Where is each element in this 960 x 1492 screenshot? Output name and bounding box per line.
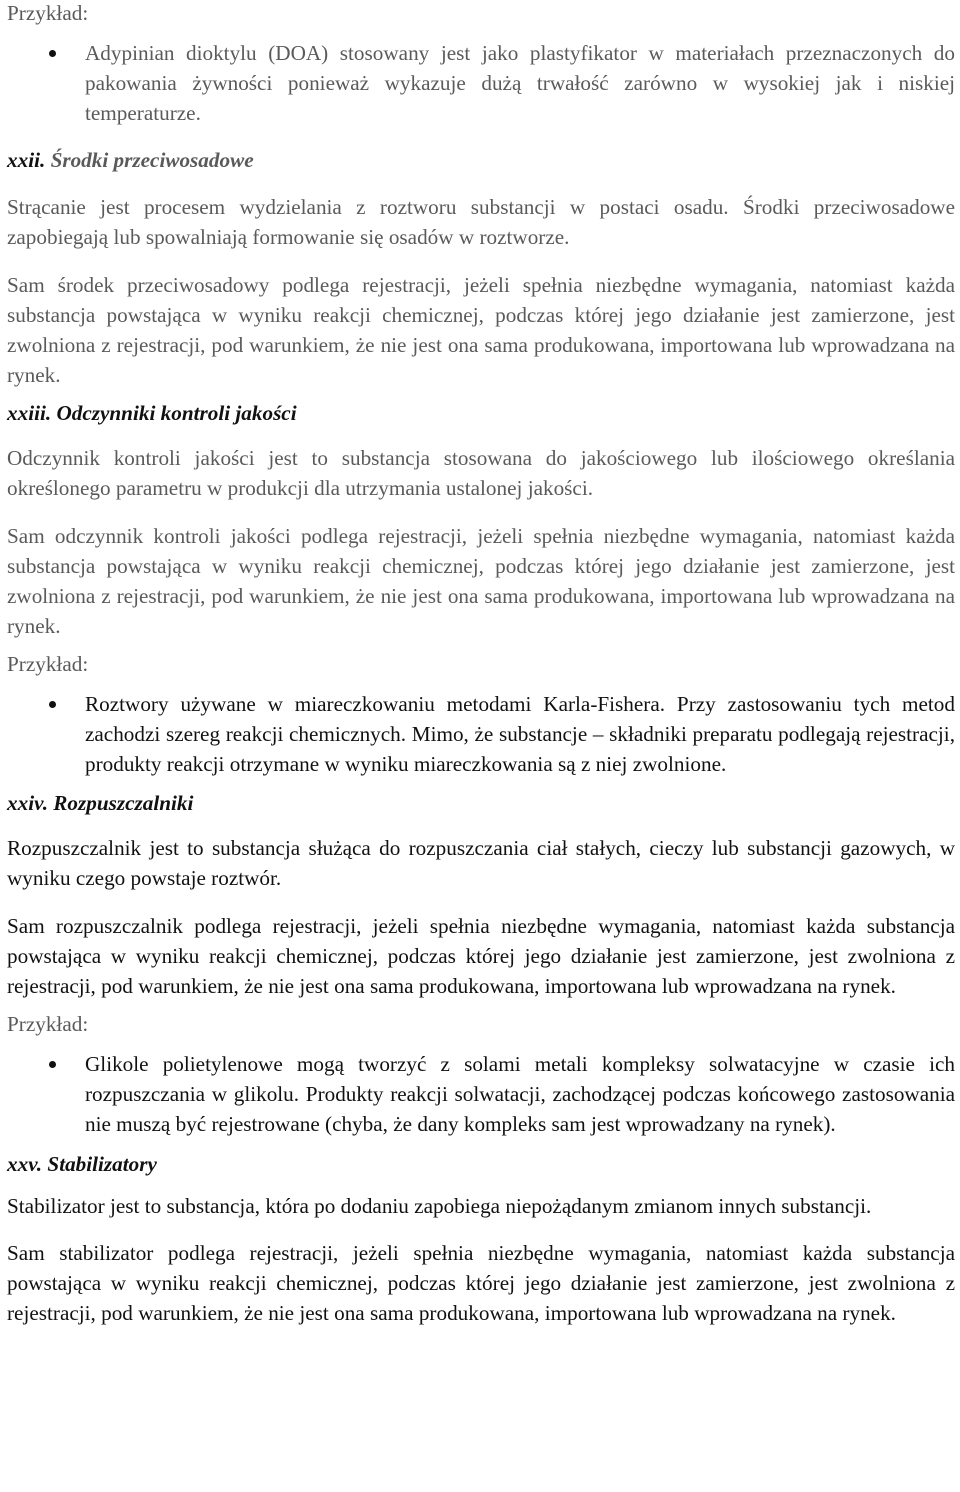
paragraph: Sam rozpuszczalnik podlega rejestracji, jeżeli spełnia niezbędne wymagania, natomiast każda substancja powstająca w wyniku reakcji chemicznej, podczas której jego działanie jest zamierzone, jest zwolniona z rejestracji, pod warunkiem, że nie jest ona sama produkowana, importowana lub wprowadzana na rynek. [7, 914, 955, 998]
bullet-text: Glikole polietylenowe mogą tworzyć z solami metali kompleksy solwatacyjne w czasie ich rozpuszczania w glikolu. Produkty reakcji solwatacji, zachodzącej podczas końcowego zastosowania nie muszą być rejestrowane (chyba, że dany kompleks sam jest wprowadzany na rynek). [85, 1052, 955, 1136]
section-title: Rozpuszczalniki [53, 791, 194, 815]
paragraph: Odczynnik kontroli jakości jest to substancja stosowana do jakościowego lub ilościowego określania określonego parametru w produkcji dla utrzymania ustalonej jakości. [7, 446, 955, 500]
list-item [45, 1049, 955, 1139]
section-heading-xxiii [7, 398, 955, 428]
list-item [45, 38, 955, 128]
section-title: Odczynniki kontroli jakości [56, 401, 297, 425]
bullet-icon [45, 1049, 85, 1079]
section-heading-xxii [7, 145, 955, 175]
section-title: Stabilizatory [47, 1152, 157, 1176]
section-title: Środki przeciwosadowe [50, 148, 254, 172]
bullet-text: Roztwory używane w miareczkowaniu metodami Karla-Fishera. Przy zastosowaniu tych metod zachodzi szereg reakcji chemicznych. Mimo, że substancje – składniki preparatu podlegają rejestracji, produkty reakcji otrzymane w wyniku miareczkowania są z niej zwolnione. [85, 692, 955, 776]
section-number: xxiii. [7, 401, 52, 425]
paragraph: Strącanie jest procesem wydzielania z roztworu substancji w postaci osadu. Środki przeciwosadowe zapobiegają lub spowalniają formowanie się osadów w roztworze. [7, 195, 955, 249]
section-heading-xxv [7, 1149, 955, 1179]
paragraph: Stabilizator jest to substancja, która po dodaniu zapobiega niepożądanym zmianom innych substancji. [7, 1194, 872, 1218]
bullet-icon [45, 689, 85, 719]
example-label: Przykład: [7, 1012, 89, 1036]
section-number: xxii. [7, 148, 46, 172]
paragraph: Sam odczynnik kontroli jakości podlega rejestracji, jeżeli spełnia niezbędne wymagania, natomiast każda substancja powstająca w wyniku reakcji chemicznej, podczas której jego działanie jest zamierzone, jest zwolniona z rejestracji, pod warunkiem, że nie jest ona sama produkowana, importowana lub wprowadzana na rynek. [7, 524, 955, 638]
bullet-icon [45, 38, 85, 68]
section-number: xxv. [7, 1152, 43, 1176]
section-heading-xxiv [7, 788, 955, 818]
list-item [45, 689, 955, 779]
paragraph: Rozpuszczalnik jest to substancja służąca do rozpuszczania ciał stałych, cieczy lub substancji gazowych, w wyniku czego powstaje roztwór. [7, 836, 955, 890]
paragraph: Sam stabilizator podlega rejestracji, jeżeli spełnia niezbędne wymagania, natomiast każda substancja powstająca w wyniku reakcji chemicznej, podczas której jego działanie jest zamierzone, jest zwolniona z rejestracji, pod warunkiem, że nie jest ona sama produkowana, importowana lub wprowadzana na rynek. [7, 1241, 955, 1325]
example-label: Przykład: [7, 652, 89, 676]
section-number: xxiv. [7, 791, 48, 815]
example-label: Przykład: [7, 1, 89, 25]
document-page [7, 0, 955, 1328]
paragraph: Sam środek przeciwosadowy podlega rejestracji, jeżeli spełnia niezbędne wymagania, natomiast każda substancja powstająca w wyniku reakcji chemicznej, podczas której jego działanie jest zamierzone, jest zwolniona z rejestracji, pod warunkiem, że nie jest ona sama produkowana, importowana lub wprowadzana na rynek. [7, 273, 955, 387]
bullet-text: Adypinian dioktylu (DOA) stosowany jest jako plastyfikator w materiałach przeznaczonych do pakowania żywności ponieważ wykazuje dużą trwałość zarówno w wysokiej jak i niskiej temperaturze. [85, 41, 955, 125]
